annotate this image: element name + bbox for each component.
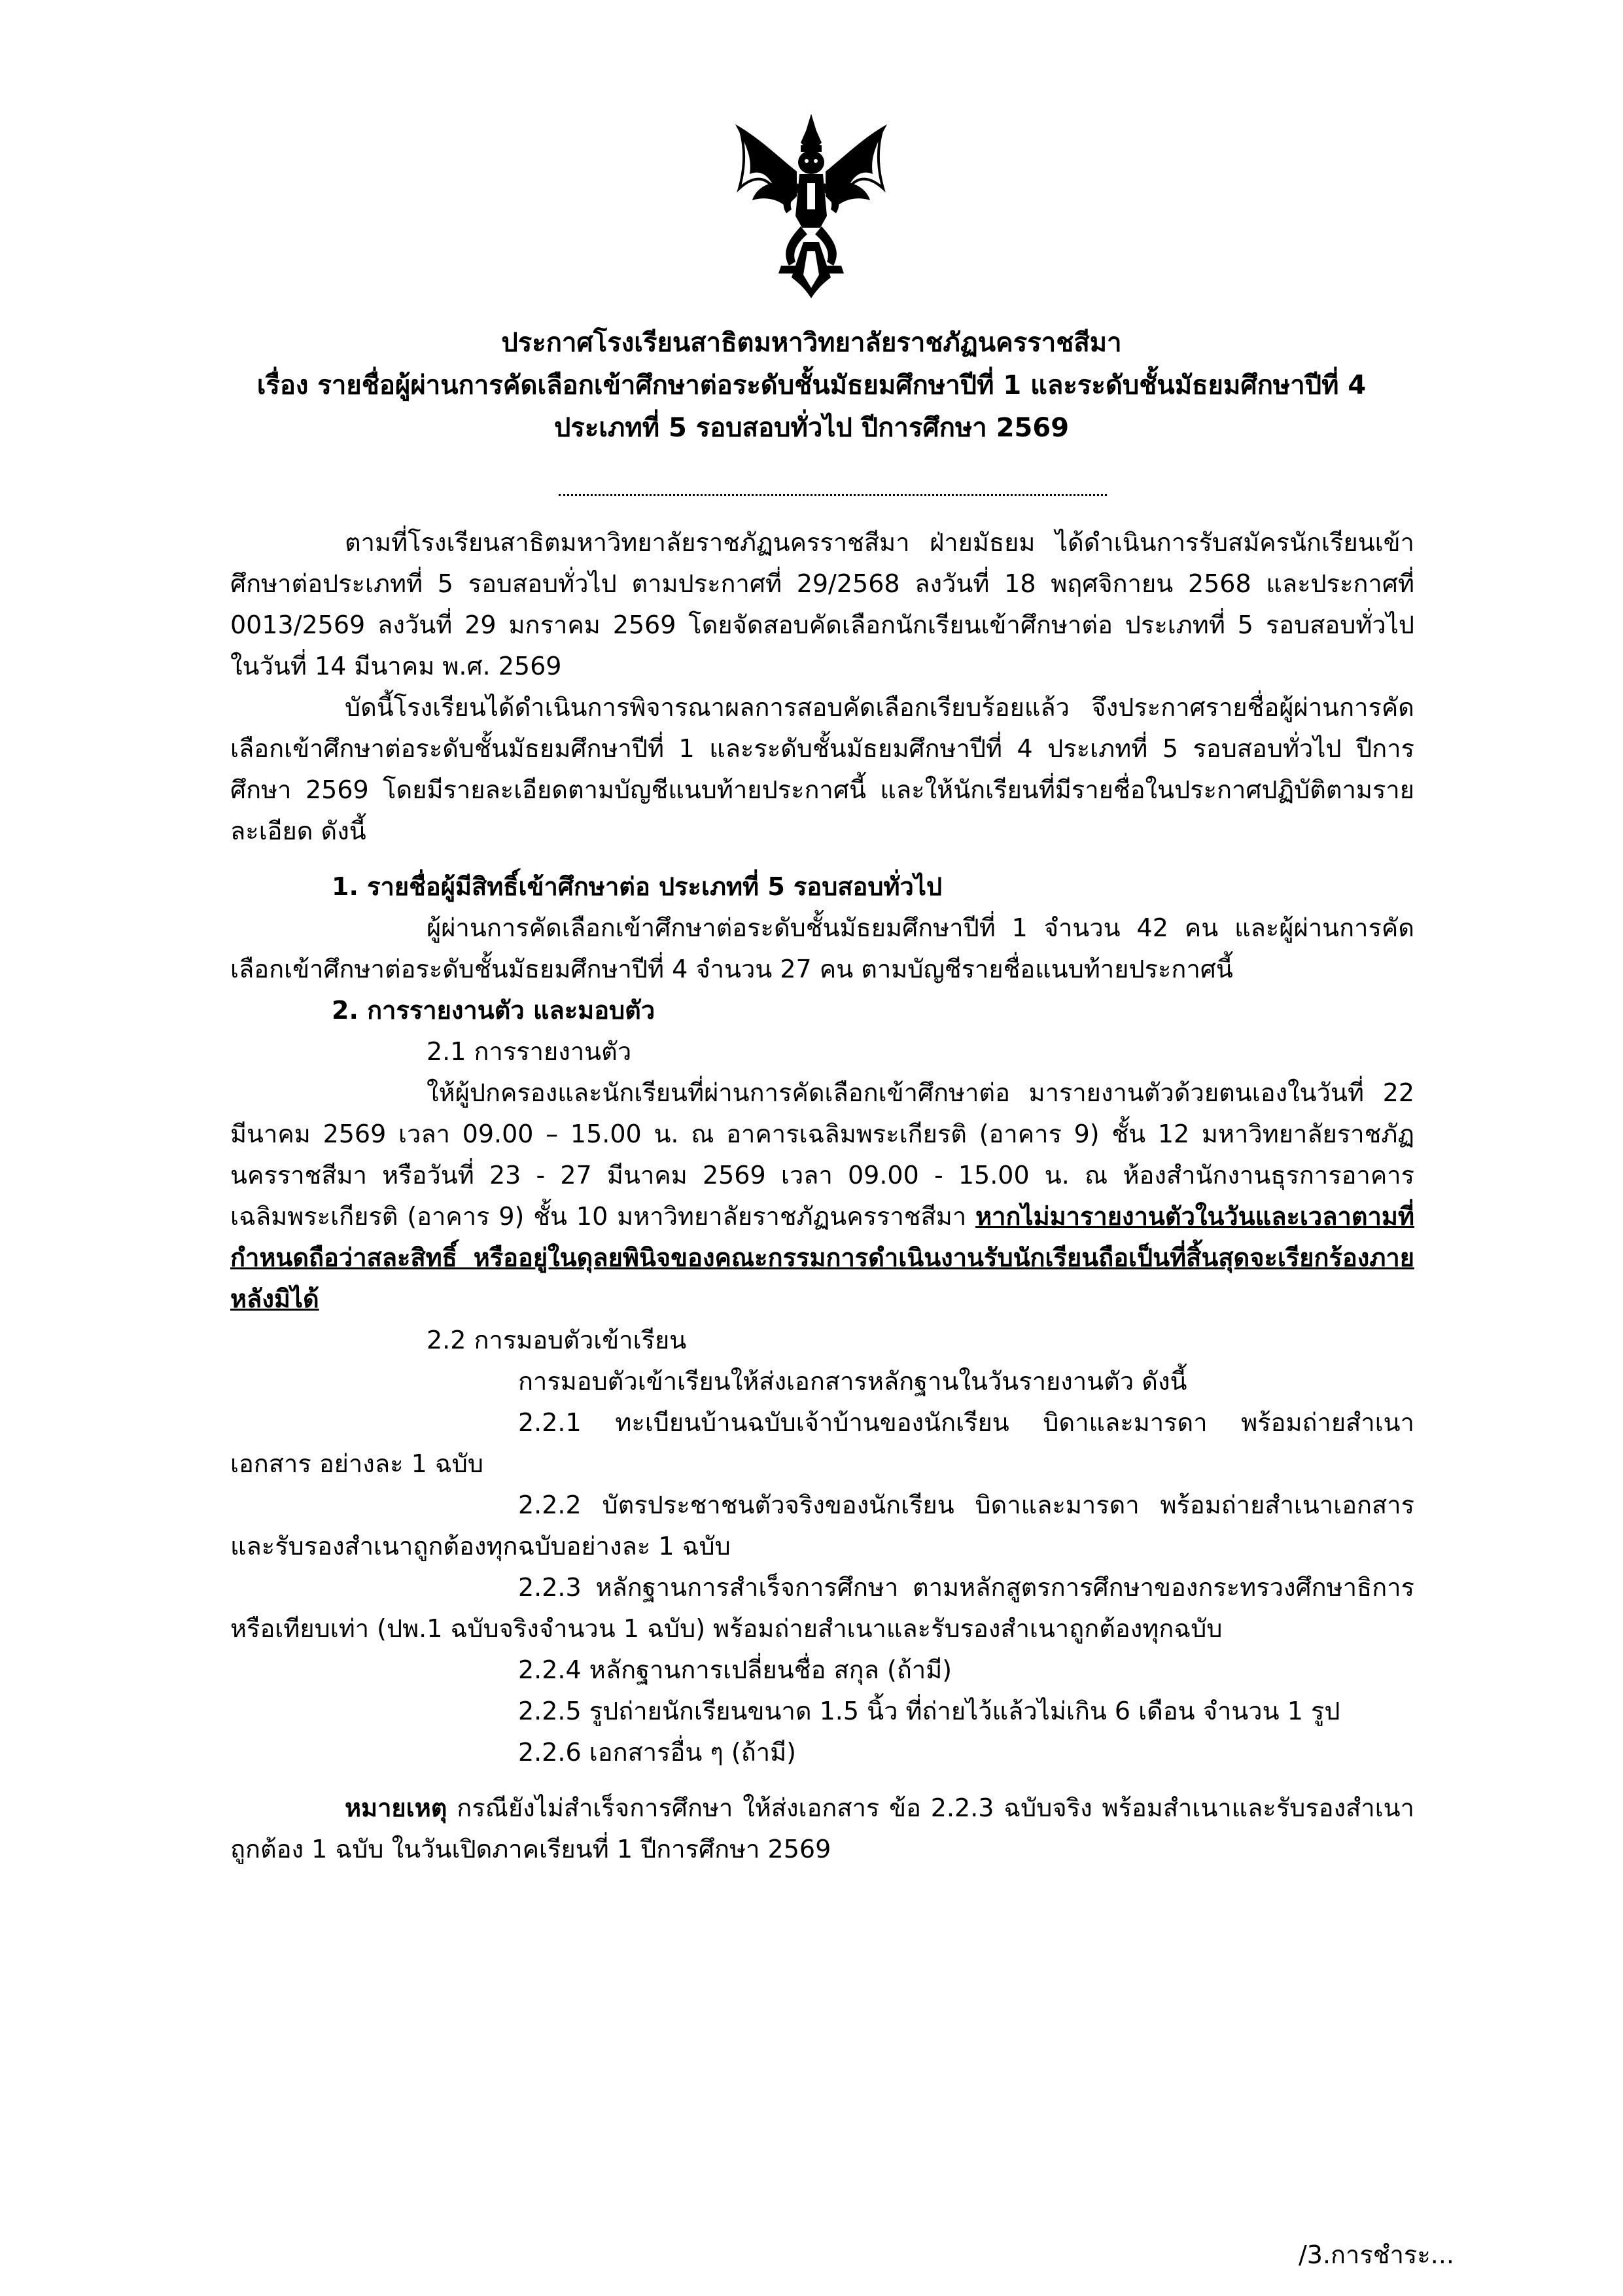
list-item: 2.2.2 บัตรประชาชนตัวจริงของนักเรียน บิดาและมารดา พร้อมถ่ายสำเนาเอกสารและรับรองสำเนาถูกต้องทุกฉบับอย่างละ 1 ฉบับ [230, 1491, 1414, 1561]
note-text: กรณียังไม่สำเร็จการศึกษา ให้ส่งเอกสาร ข้อ 2.2.3 ฉบับจริง พร้อมสำเนาและรับรองสำเนาถูกต้อง 1 ฉบับ ในวันเปิดภาคเรียนที่ 1 ปีการศึกษา 2569 [230, 1793, 1414, 1863]
list-item: 2.2.3 หลักฐานการสำเร็จการศึกษา ตามหลักสูตรการศึกษาของกระทรวงศึกษาธิการหรือเทียบเท่า (ปพ.1 ฉบับจริงจำนวน 1 ฉบับ) พร้อมถ่ายสำเนาและรับรองสำเนาถูกต้องทุกฉบับ [230, 1573, 1414, 1643]
list-item: 2.2.5 รูปถ่ายนักเรียนขนาด 1.5 นิ้ว ที่ถ่ายไว้แล้วไม่เกิน 6 เดือน จำนวน 1 รูป [518, 1697, 1340, 1725]
announcement-title: ประกาศโรงเรียนสาธิตมหาวิทยาลัยราชภัฏนครราชสีมา [501, 328, 1122, 358]
section-2-1-body: ให้ผู้ปกครองและนักเรียนที่ผ่านการคัดเลือกเข้าศึกษาต่อ มารายงานตัวด้วยตนเองในวันที่ 22 มีนาคม 2569 เวลา 09.00 – 15.00 น. ณ อาคารเฉลิมพระเกียรติ (อาคาร 9) ชั้น 12 มหาวิทยาลัยราชภัฏนครราชสีมา หรือวันที่ 23 - 27 มีนาคม 2569 เวลา 09.00 - 15.00 น. ณ ห้องสำนักงานธุรการอาคารเฉลิมพระเกียรติ (อาคาร 9) ชั้น 10 มหาวิทยาลัยราชภัฏนครราชสีมา [230, 1078, 1414, 1231]
dotted-divider [559, 494, 1107, 496]
section-1-text: ผู้ผ่านการคัดเลือกเข้าศึกษาต่อระดับชั้นมัธยมศึกษาปีที่ 1 จำนวน 42 คน และผู้ผ่านการคัดเลือกเข้าศึกษาต่อระดับชั้นมัธยมศึกษาปีที่ 4 จำนวน 27 คน ตามบัญชีรายชื่อแนบท้ายประกาศนี้ [230, 913, 1414, 983]
note-label: หมายเหตุ [345, 1793, 447, 1822]
document-body [230, 522, 1414, 1870]
announcement-subject: เรื่อง รายชื่อผู้ผ่านการคัดเลือกเข้าศึกษาต่อระดับชั้นมัธยมศึกษาปีที่ 1 และระดับชั้นมัธยมศึกษาปีที่ 4 [256, 370, 1367, 400]
section-1-title: 1. รายชื่อผู้มีสิทธิ์เข้าศึกษาต่อ ประเภทที่ 5 รอบสอบทั่วไป [332, 872, 943, 901]
section-2-1-warning: หากไม่มารายงานตัวในวันและเวลาตามที่กำหนดถือว่าสละสิทธิ์ หรืออยู่ในดุลยพินิจของคณะกรรมการดำเนินงานรับนักเรียนถือเป็นที่สิ้นสุดจะเรียกร้องภายหลังมิได้ [230, 1202, 1414, 1313]
list-item: 2.2.4 หลักฐานการเปลี่ยนชื่อ สกุล (ถ้ามี) [518, 1655, 952, 1684]
list-item: 2.2.1 ทะเบียนบ้านฉบับเจ้าบ้านของนักเรียน บิดาและมารดา พร้อมถ่ายสำเนาเอกสาร อย่างละ 1 ฉบับ [230, 1408, 1414, 1478]
intro-paragraph-1: ตามที่โรงเรียนสาธิตมหาวิทยาลัยราชภัฏนครราชสีมา ฝ่ายมัธยม ได้ดำเนินการรับสมัครนักเรียนเข้าศึกษาต่อประเภทที่ 5 รอบสอบทั่วไป ตามประกาศที่ 29/2568 ลงวันที่ 18 พฤศจิกายน 2568 และประกาศที่ 0013/2569 ลงวันที่ 29 มกราคม 2569 โดยจัดสอบคัดเลือกนักเรียนเข้าศึกษาต่อ ประเภทที่ 5 รอบสอบทั่วไป ในวันที่ 14 มีนาคม พ.ศ. 2569 [230, 528, 1414, 680]
section-2-2-title: 2.2 การมอบตัวเข้าเรียน [427, 1326, 687, 1354]
section-2-2-intro: การมอบตัวเข้าเรียนให้ส่งเอกสารหลักฐานในวันรายงานตัว ดังนี้ [518, 1367, 1187, 1396]
section-2-1-text [230, 1072, 1414, 1320]
note-paragraph [230, 1788, 1414, 1870]
list-item: 2.2.6 เอกสารอื่น ๆ (ถ้ามี) [518, 1738, 796, 1767]
section-2-1-title: 2.1 การรายงานตัว [427, 1037, 632, 1066]
garuda-emblem-icon [726, 111, 896, 301]
announcement-subject-line2: ประเภทที่ 5 รอบสอบทั่วไป ปีการศึกษา 2569 [553, 413, 1070, 443]
intro-paragraph-2: บัดนี้โรงเรียนได้ดำเนินการพิจารณาผลการสอบคัดเลือกเรียบร้อยแล้ว จึงประกาศรายชื่อผู้ผ่านการคัดเลือกเข้าศึกษาต่อระดับชั้นมัธยมศึกษาปีที่ 1 และระดับชั้นมัธยมศึกษาปีที่ 4 ประเภทที่ 5 รอบสอบทั่วไป ปีการศึกษา 2569 โดยมีรายละเอียดตามบัญชีแนบท้ายประกาศนี้ และให้นักเรียนที่มีรายชื่อในประกาศปฏิบัติตามรายละเอียด ดังนี้ [230, 693, 1414, 845]
announcement-heading [196, 322, 1427, 450]
section-2-title: 2. การรายงานตัว และมอบตัว [332, 996, 655, 1025]
page-continuation: /3.การชำระ... [1298, 2240, 1454, 2269]
